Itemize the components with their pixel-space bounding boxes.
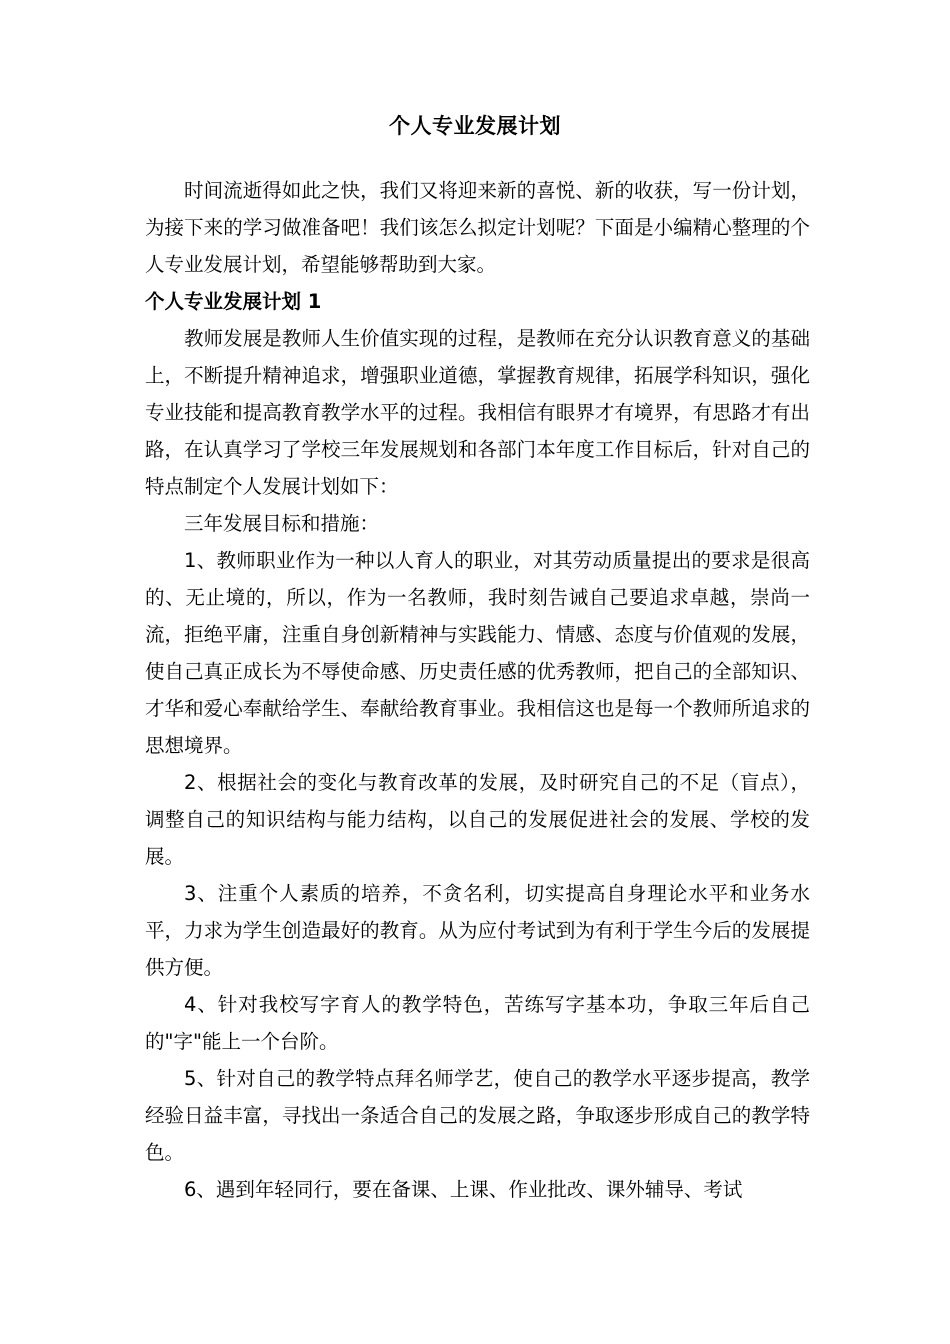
body-paragraph: 5、针对自己的教学特点拜名师学艺，使自己的教学水平逐步提高，教学经验日益丰富，寻找出一条适合自己的发展之路，争取逐步形成自己的教学特色。	[145, 1067, 810, 1164]
body-paragraph: 三年发展目标和措施：	[184, 512, 380, 535]
body-paragraph: 教师发展是教师人生价值实现的过程，是教师在充分认识教育意义的基础上，不断提升精神追求，增强职业道德，掌握教育规律，拓展学科知识，强化专业技能和提高教育教学水平的过程。我相信有眼界才有境界，有思路才有出路，在认真学习了学校三年发展规划和各部门本年度工作目标后，针对自己的特点制定个人发展计划如下：	[145, 327, 810, 498]
body-paragraph: 2、根据社会的变化与教育改革的发展，及时研究自己的不足（盲点），调整自己的知识结构与能力结构，以自己的发展促进社会的发展、学校的发展。	[145, 771, 810, 868]
section-heading: 个人专业发展计划 1	[145, 290, 322, 313]
body-paragraph: 4、针对我校写字育人的教学特色，苦练写字基本功，争取三年后自己的"字"能上一个台阶。	[145, 993, 810, 1053]
document-body	[145, 172, 810, 1208]
body-paragraph: 1、教师职业作为一种以人育人的职业，对其劳动质量提出的要求是很高的、无止境的，所以，作为一名教师，我时刻告诫自己要追求卓越，崇尚一流，拒绝平庸，注重自身创新精神与实践能力、情感、态度与价值观的发展，使自己真正成长为不辱使命感、历史责任感的优秀教师，把自己的全部知识、才华和爱心奉献给学生、奉献给教育事业。我相信这也是每一个教师所追求的思想境界。	[145, 549, 810, 757]
body-paragraph: 6、遇到年轻同行，要在备课、上课、作业批改、课外辅导、考试	[184, 1178, 743, 1201]
document-title: 个人专业发展计划	[389, 114, 561, 138]
intro-paragraph: 时间流逝得如此之快，我们又将迎来新的喜悦、新的收获，写一份计划，为接下来的学习做准备吧！我们该怎么拟定计划呢？下面是小编精心整理的个人专业发展计划，希望能够帮助到大家。	[145, 179, 810, 276]
body-paragraph: 3、注重个人素质的培养，不贪名利，切实提高自身理论水平和业务水平，力求为学生创造最好的教育。从为应付考试到为有利于学生今后的发展提供方便。	[145, 882, 810, 979]
